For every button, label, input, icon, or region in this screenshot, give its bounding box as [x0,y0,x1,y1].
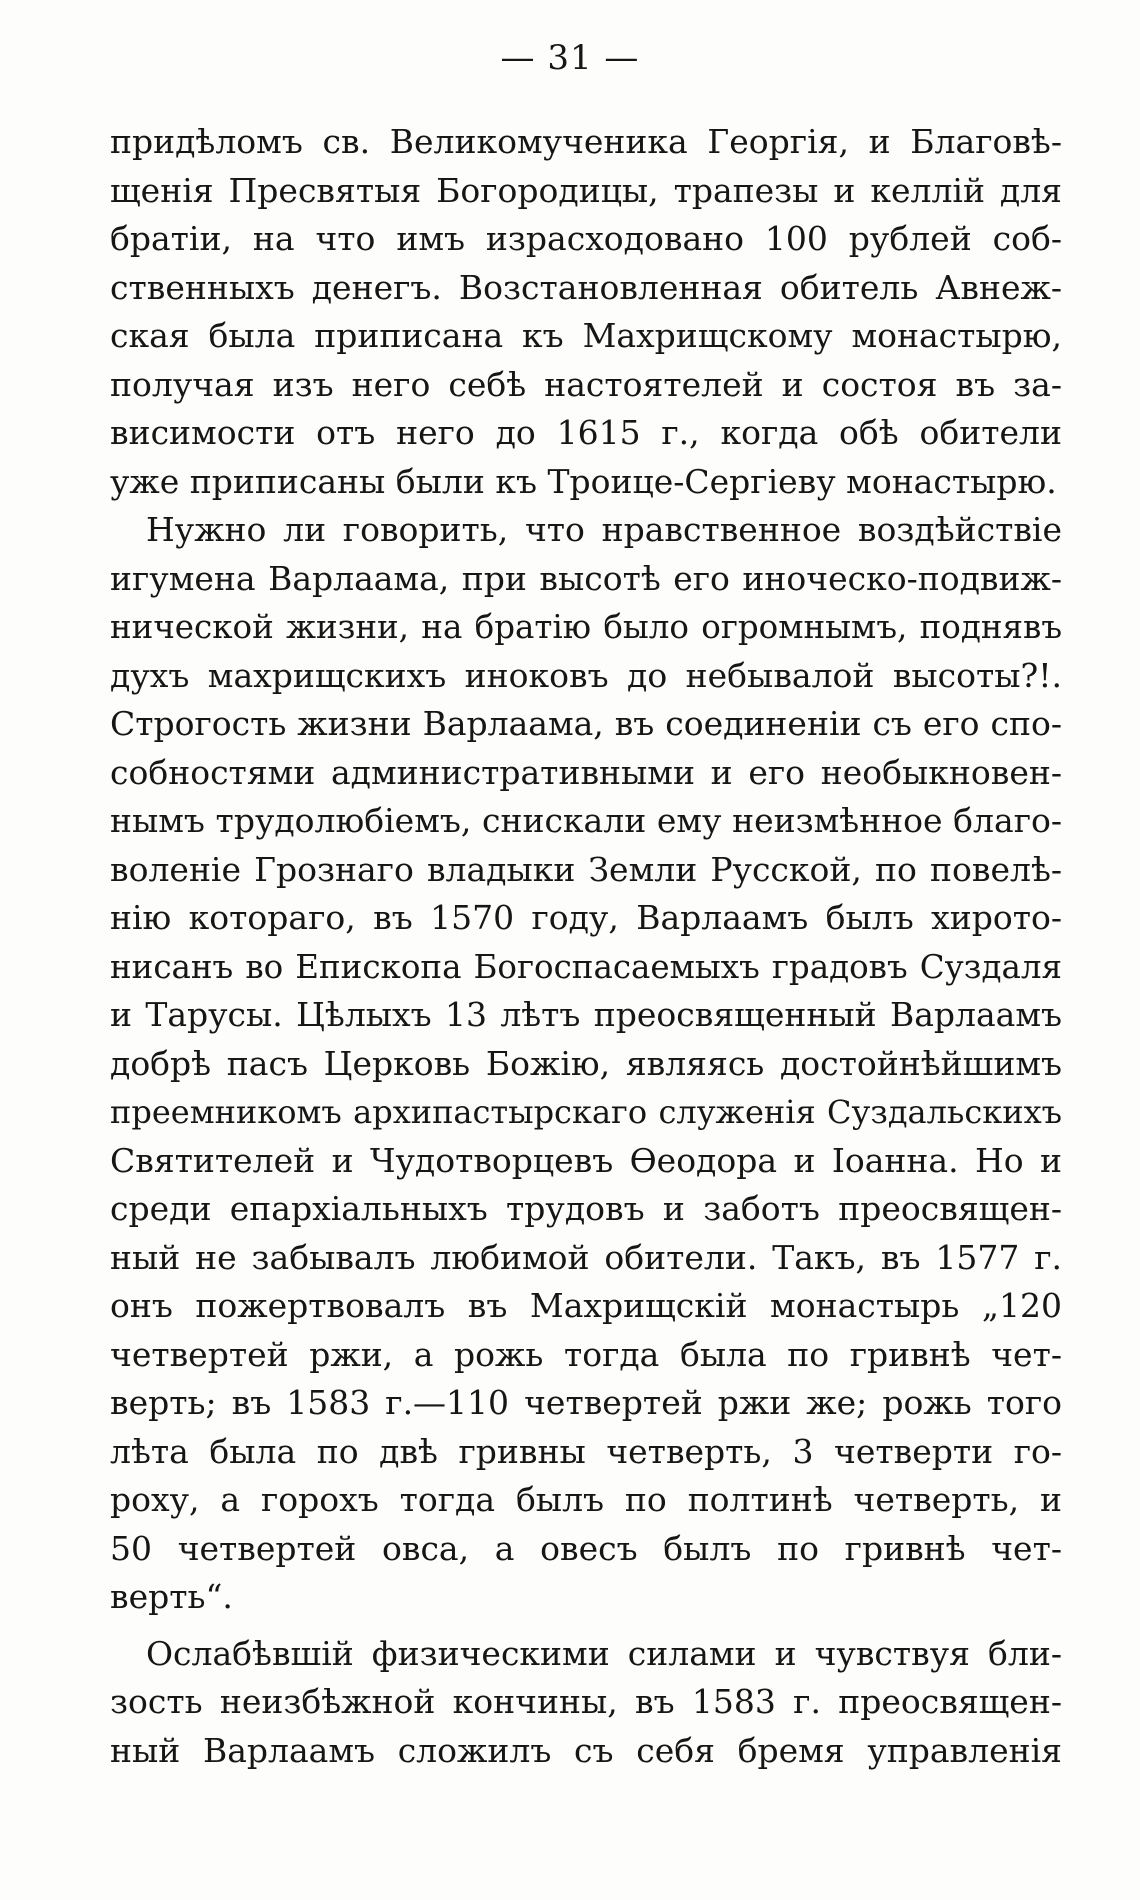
page-number: — 31 — [500,38,640,78]
text-line: щенія Пресвятыя Богородицы, трапезы и келлій для [110,170,1062,210]
text-line: ный не забывалъ любимой обители. Такъ, въ 1577 г. [110,1237,1062,1277]
text-line: четвертей ржи, а рожь тогда была по гривнѣ чет- [110,1334,1062,1374]
text-line: Ослабѣвшій физическими силами и чувствуя бли- [146,1633,1062,1673]
text-line: Строгость жизни Варлаама, въ соединеніи съ его спо- [110,704,1062,743]
text-line: собностями административными и его необыкновен- [110,752,1062,792]
paragraph-3 [110,1630,1062,1776]
text-line: 50 четвертей овса, а овесъ былъ по гривнѣ чет- [110,1528,1062,1568]
text-line: добрѣ пасъ Церковь Божію, являясь достойнѣйшимъ [110,1043,1062,1083]
text-line: братіи, на что имъ израсходовано 100 рублей соб- [110,219,1062,258]
text-line: ская была приписана къ Махрищскому монастырю, [110,316,1062,355]
text-line: роху, а горохъ тогда былъ по полтинѣ четверть, и [110,1480,1062,1519]
text-line: нымъ трудолюбіемъ, снискали ему неизмѣнное благо- [110,801,1062,840]
text-line: зость неизбѣжной кончины, въ 1583 г. преосвящен- [110,1682,1062,1721]
body-text [110,118,1062,1775]
paragraph-1 [110,118,1062,506]
paragraph-2 [110,506,1062,1622]
text-line: нію котораго, въ 1570 году, Варлаамъ былъ хирото- [110,898,1062,937]
text-line: получая изъ него себѣ настоятелей и состоя въ за- [110,364,1062,404]
text-line: нисанъ во Епископа Богоспасаемыхъ градовъ Суздаля [110,947,1062,986]
text-line: среди епархіальныхъ трудовъ и заботъ преосвящен- [110,1189,1062,1228]
text-line: висимости отъ него до 1615 г., когда обѣ обители [110,413,1062,452]
text-line: лѣта была по двѣ гривны четверть, 3 четверти го- [110,1431,1062,1471]
text-line: онъ пожертвовалъ въ Махрищскій монастырь „120 [110,1286,1062,1325]
text-line: и Тарусы. Цѣлыхъ 13 лѣтъ преосвященный Варлаамъ [110,995,1062,1034]
text-line: ственныхъ денегъ. Возстановленная обитель Авнеж- [110,267,1062,307]
text-line: нической жизни, на братію было огромнымъ, поднявъ [110,608,1062,646]
text-line: верть; въ 1583 г.—110 четвертей ржи же; рожь того [110,1383,1062,1422]
text-line: игумена Варлаама, при высотѣ его иноческо-подвиж- [110,558,1062,598]
text-line: ный Варлаамъ сложилъ съ себя бремя управленія [110,1730,1062,1770]
text-line: Нужно ли говорить, что нравственное воздѣйствіе [146,510,1062,549]
text-line: Святителей и Чудотворцевъ Ѳеодора и Іоанна. Но и [110,1140,1062,1180]
text-line: верть“. [110,1577,233,1616]
text-line: духъ махрищскихъ иноковъ до небывалой высоты?!. [110,655,1062,695]
text-line: уже приписаны были къ Троице-Сергіеву монастырю. [110,461,1057,501]
text-line: воленіе Грознаго владыки Земли Русской, по повелѣ- [110,849,1062,889]
paragraph-spacer [110,1622,1062,1630]
text-line: придѣломъ св. Великомученика Георгія, и Благовѣ- [110,122,1062,161]
text-line: преемникомъ архипастырскаго служенія Суздальскихъ [110,1093,1062,1131]
